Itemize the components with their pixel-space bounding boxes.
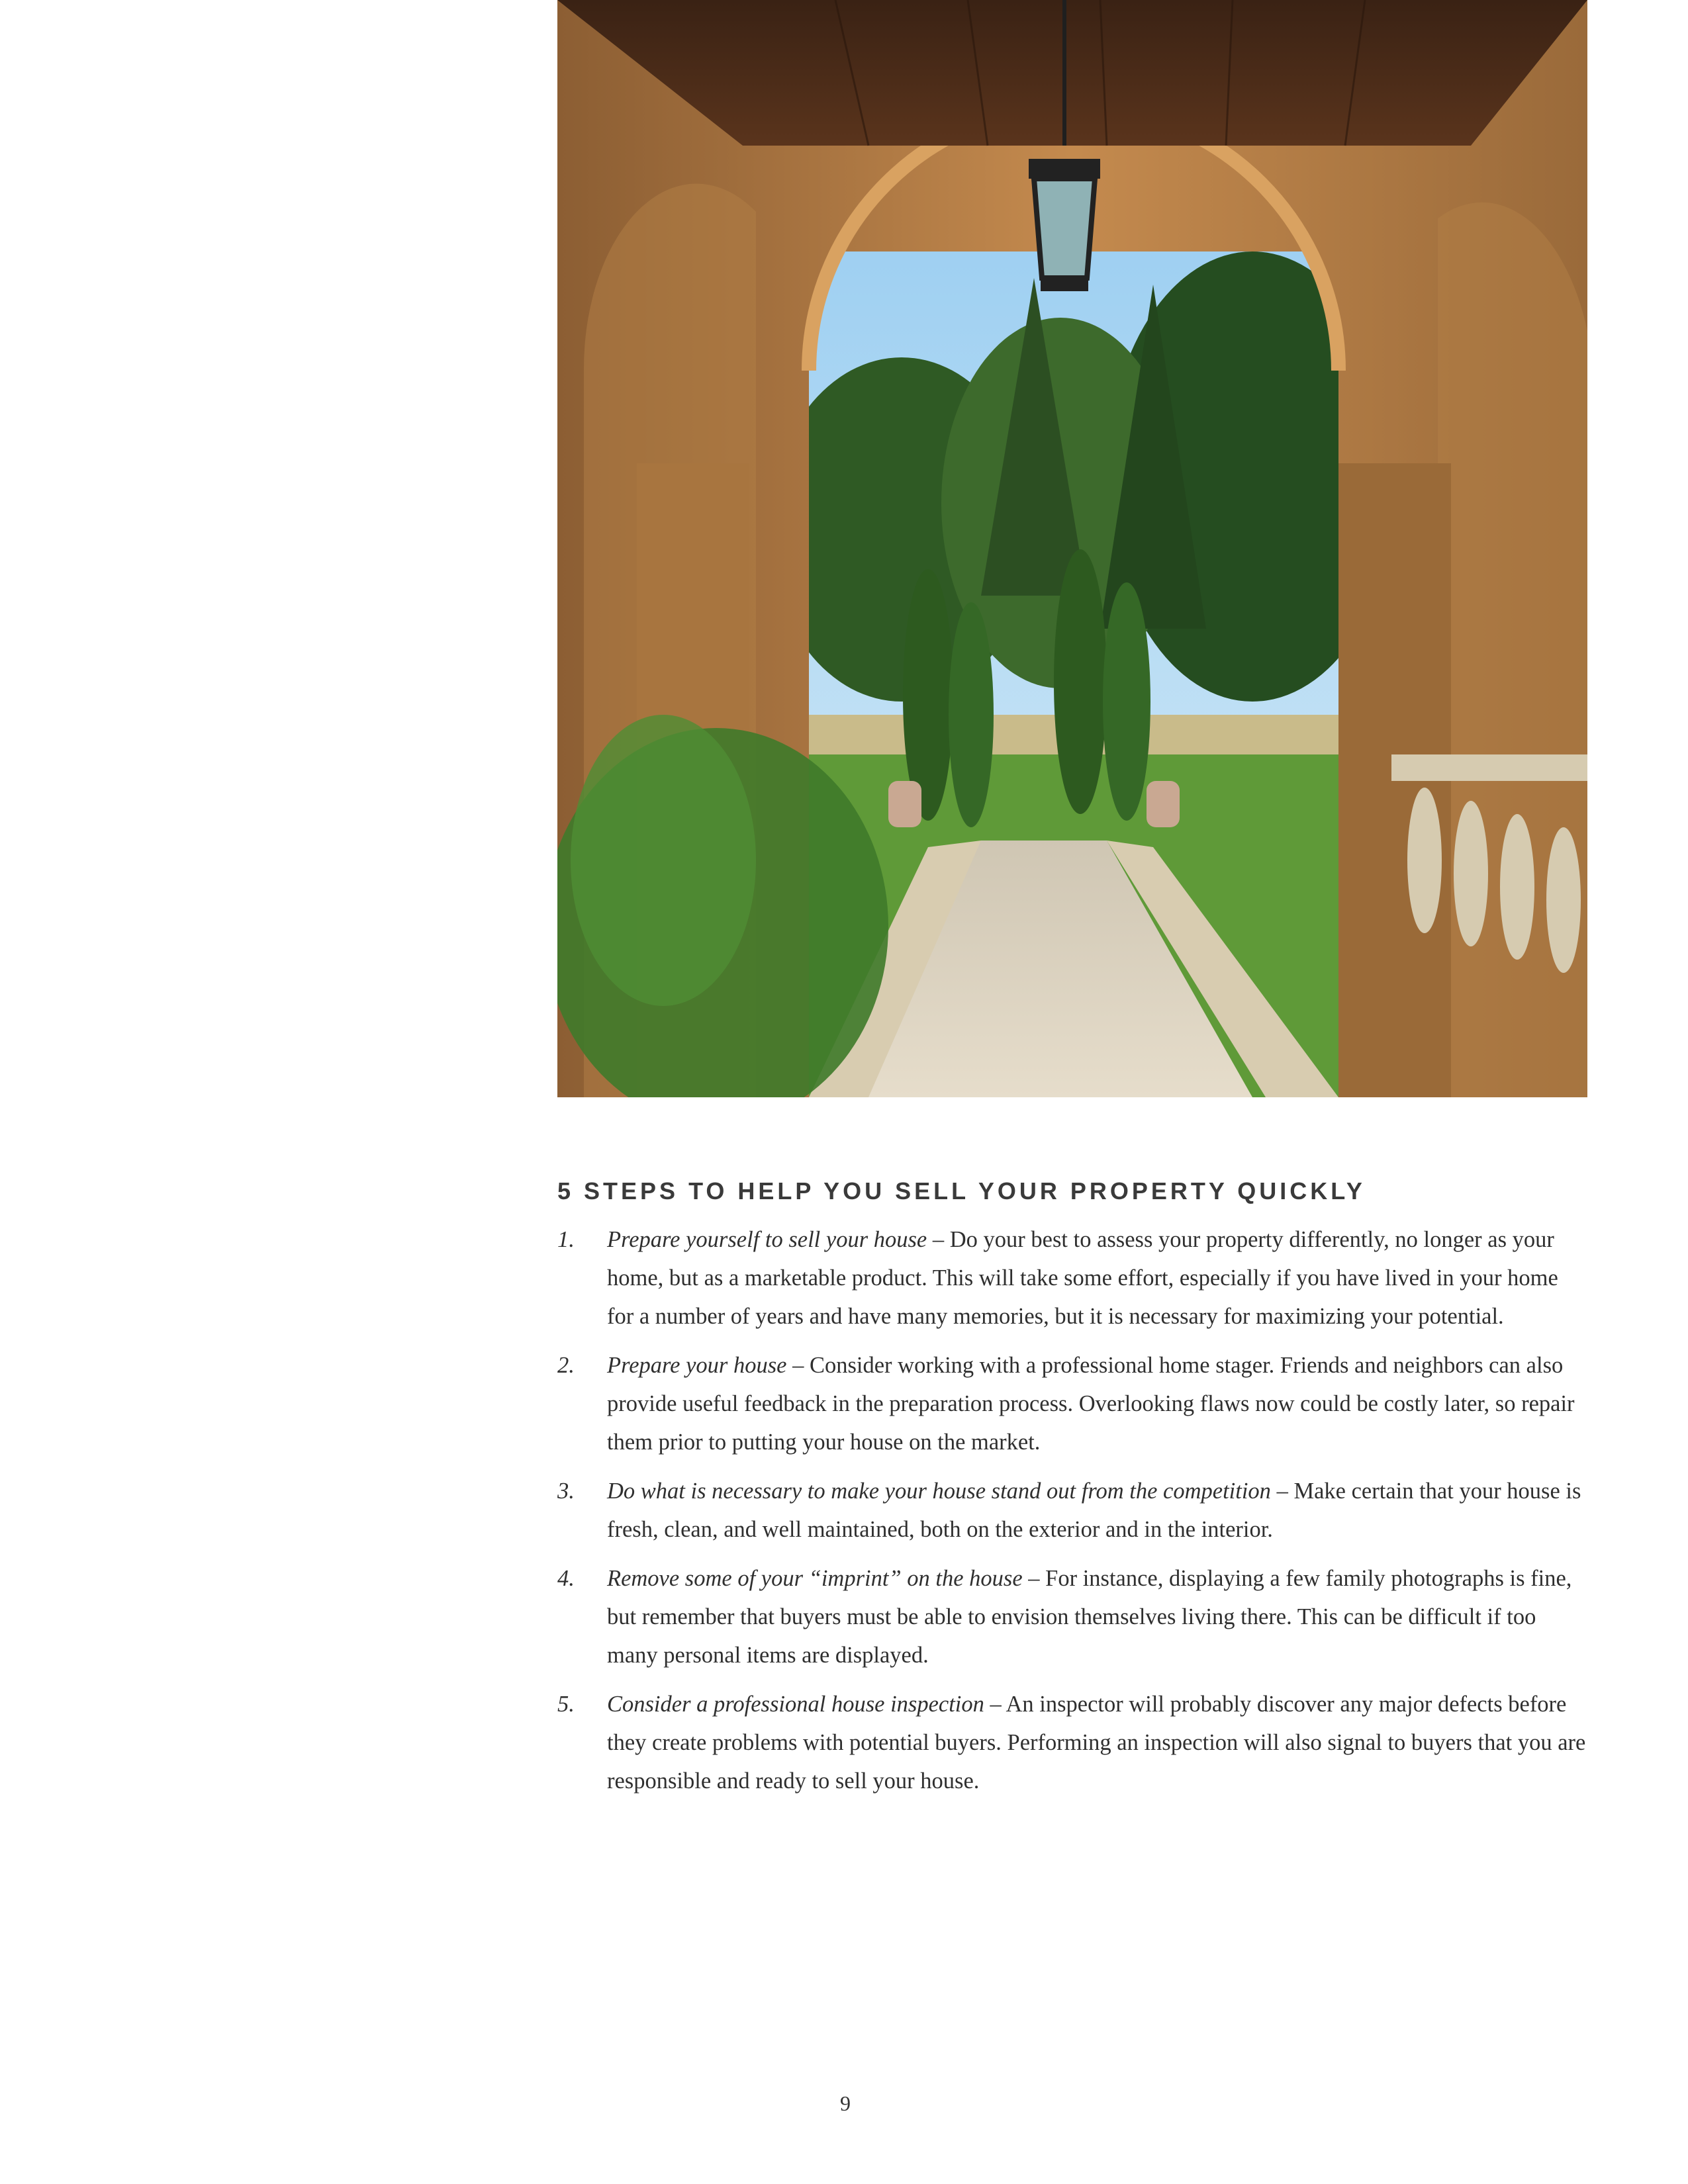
section-heading: 5 STEPS TO HELP YOU SELL YOUR PROPERTY QUICKLY <box>557 1177 1366 1205</box>
step-title: Consider a professional house inspection <box>607 1692 984 1717</box>
list-item <box>557 1472 1590 1549</box>
step-text: – Do your best to assess your property differently, no longer as your home, but as a marketable product. This will take some effort, especially if you have lived in your home for a number of years and have many memories, but it is necessary for maximizing your potential. <box>607 1227 1558 1329</box>
article <box>557 1171 1590 1811</box>
list-item <box>557 1559 1590 1674</box>
list-item <box>557 1220 1590 1336</box>
photo-illustration <box>557 0 1587 1097</box>
step-text: – Make certain that your house is fresh, clean, and well maintained, both on the exterior and in the interior. <box>607 1479 1581 1542</box>
step-text: – For instance, displaying a few family photographs is fine, but remember that buyers must be able to envision themselves living there. This can be difficult if too many personal items are displayed. <box>607 1566 1572 1668</box>
step-text: – Consider working with a professional home stager. Friends and neighbors can also provide useful feedback in the preparation process. Overlooking flaws now could be costly later, so repair them prior to putting your house on the market. <box>607 1353 1575 1455</box>
step-number: 5. <box>557 1692 575 1717</box>
step-number: 4. <box>557 1566 575 1591</box>
steps-list <box>557 1220 1590 1800</box>
step-number: 3. <box>557 1479 575 1504</box>
step-title: Remove some of your “imprint” on the house <box>607 1566 1023 1591</box>
step-title: Do what is necessary to make your house stand out from the competition <box>607 1479 1271 1504</box>
step-number: 1. <box>557 1227 575 1252</box>
step-text: – An inspector will probably discover any major defects before they create problems with potential buyers. Performing an inspection will also signal to buyers that you are responsible and ready to sell your house. <box>607 1692 1586 1794</box>
step-number: 2. <box>557 1353 575 1378</box>
step-title: Prepare yourself to sell your house <box>607 1227 927 1252</box>
step-title: Prepare your house <box>607 1353 787 1378</box>
list-item <box>557 1346 1590 1461</box>
page-number: 9 <box>840 2091 851 2115</box>
porch-garden-photo <box>557 0 1587 1097</box>
list-item <box>557 1685 1590 1800</box>
